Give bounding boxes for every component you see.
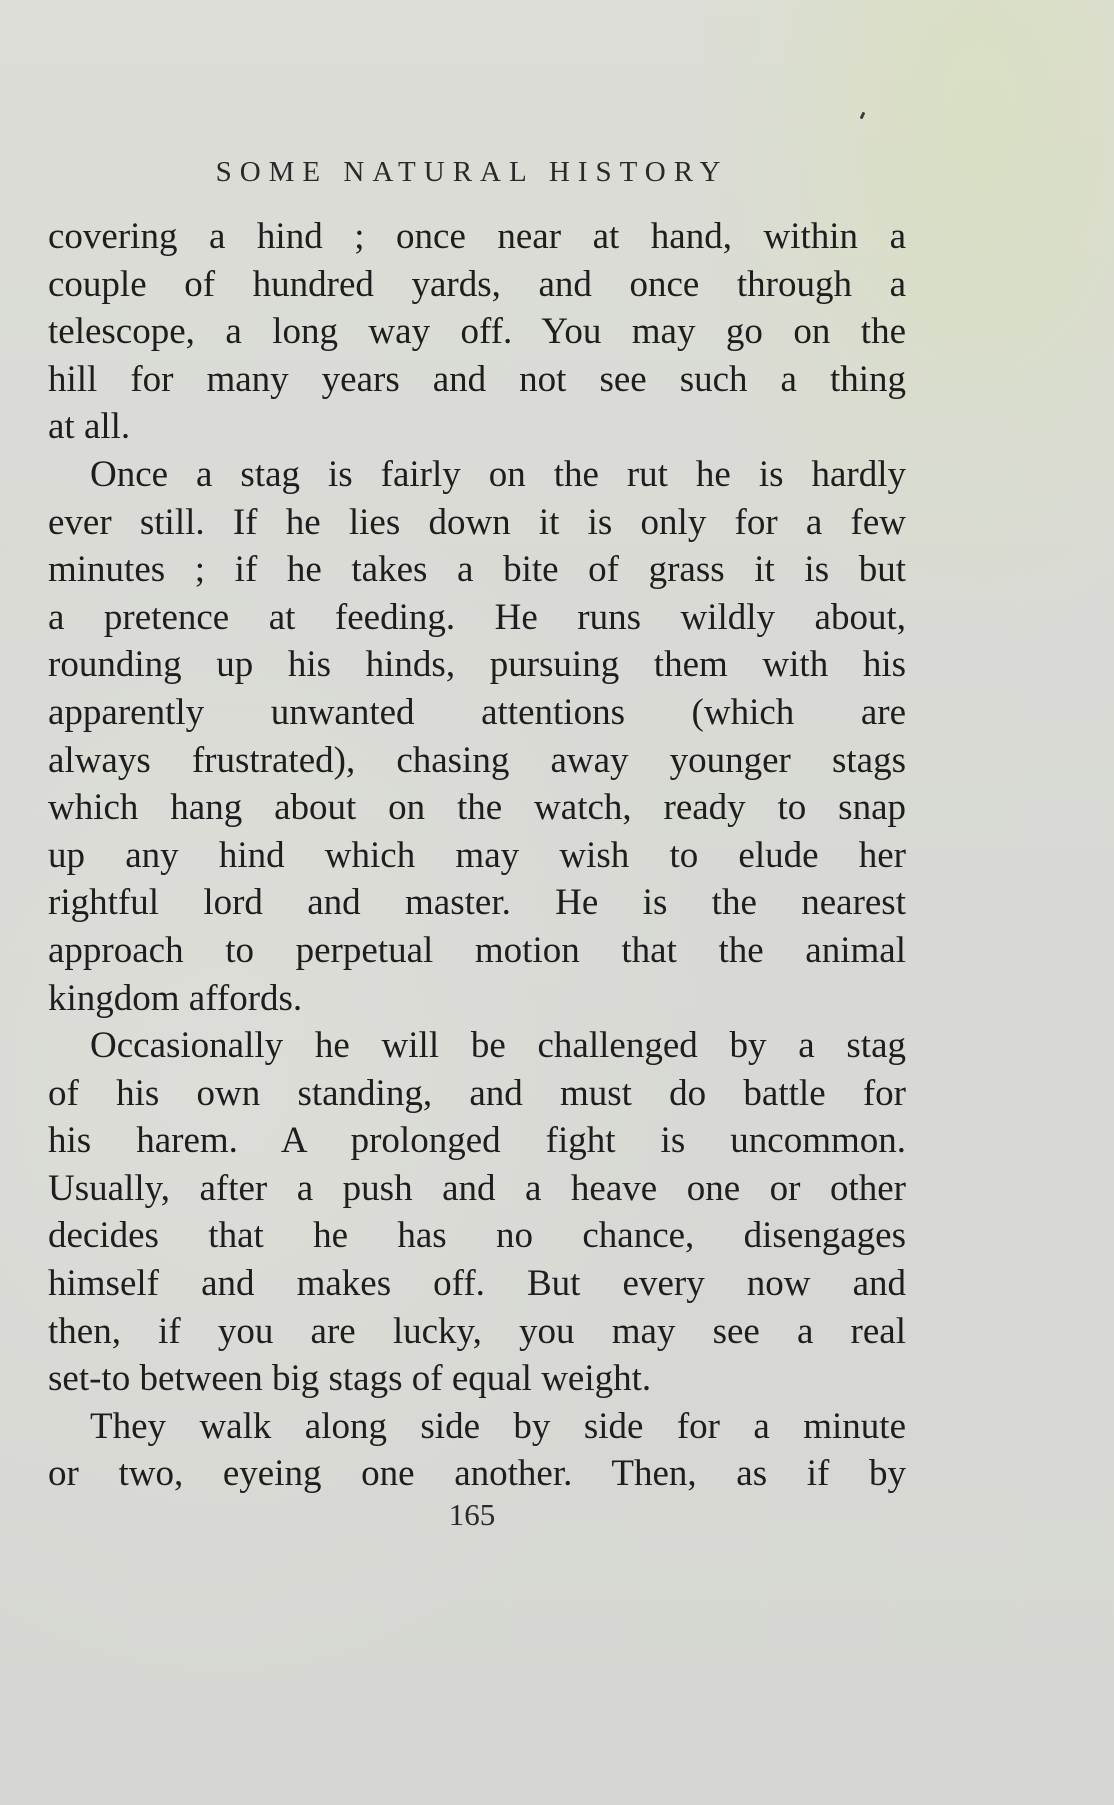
- text-line: decides that he has no chance, disengages: [48, 1215, 906, 1257]
- text-line: couple of hundred yards, and once through a: [48, 263, 906, 305]
- text-line: which hang about on the watch, ready to snap: [48, 787, 906, 829]
- text-line: always frustrated), chasing away younger stags: [48, 739, 906, 781]
- text-line: rightful lord and master. He is the nearest: [48, 882, 906, 924]
- text-line: up any hind which may wish to elude her: [48, 834, 906, 876]
- text-line: at all.: [48, 406, 131, 448]
- text-line: his harem. A prolonged fight is uncommon.: [48, 1120, 906, 1162]
- text-line: apparently unwanted attentions (which are: [48, 691, 906, 733]
- page-number: 165: [448, 1497, 496, 1532]
- running-head-title: SOME NATURAL HISTORY: [215, 156, 729, 188]
- text-line: set-to between big stags of equal weight.: [48, 1358, 652, 1400]
- text-line: Occasionally he will be challenged by a stag: [90, 1025, 906, 1067]
- text-line: minutes ; if he takes a bite of grass it is but: [48, 549, 906, 591]
- text-line: approach to perpetual motion that the animal: [48, 929, 906, 971]
- text-line: Usually, after a push and a heave one or other: [48, 1167, 906, 1209]
- text-line: kingdom affords.: [48, 977, 303, 1019]
- text-line: or two, eyeing one another. Then, as if by: [48, 1453, 906, 1495]
- ink-speck: [860, 112, 866, 120]
- body-text: [48, 213, 906, 1498]
- text-line: Once a stag is fairly on the rut he is hardly: [90, 453, 906, 495]
- text-line: They walk along side by side for a minute: [90, 1405, 906, 1447]
- text-line: of his own standing, and must do battle for: [48, 1072, 906, 1114]
- text-line: a pretence at feeding. He runs wildly about,: [48, 596, 906, 638]
- text-line: ever still. If he lies down it is only for a few: [48, 501, 906, 543]
- text-line: rounding up his hinds, pursuing them with his: [48, 644, 906, 686]
- text-line: hill for many years and not see such a thing: [48, 358, 906, 400]
- text-line: himself and makes off. But every now and: [48, 1263, 906, 1305]
- text-line: then, if you are lucky, you may see a real: [48, 1310, 906, 1352]
- text-line: telescope, a long way off. You may go on the: [48, 311, 906, 353]
- text-line: covering a hind ; once near at hand, within a: [48, 216, 906, 257]
